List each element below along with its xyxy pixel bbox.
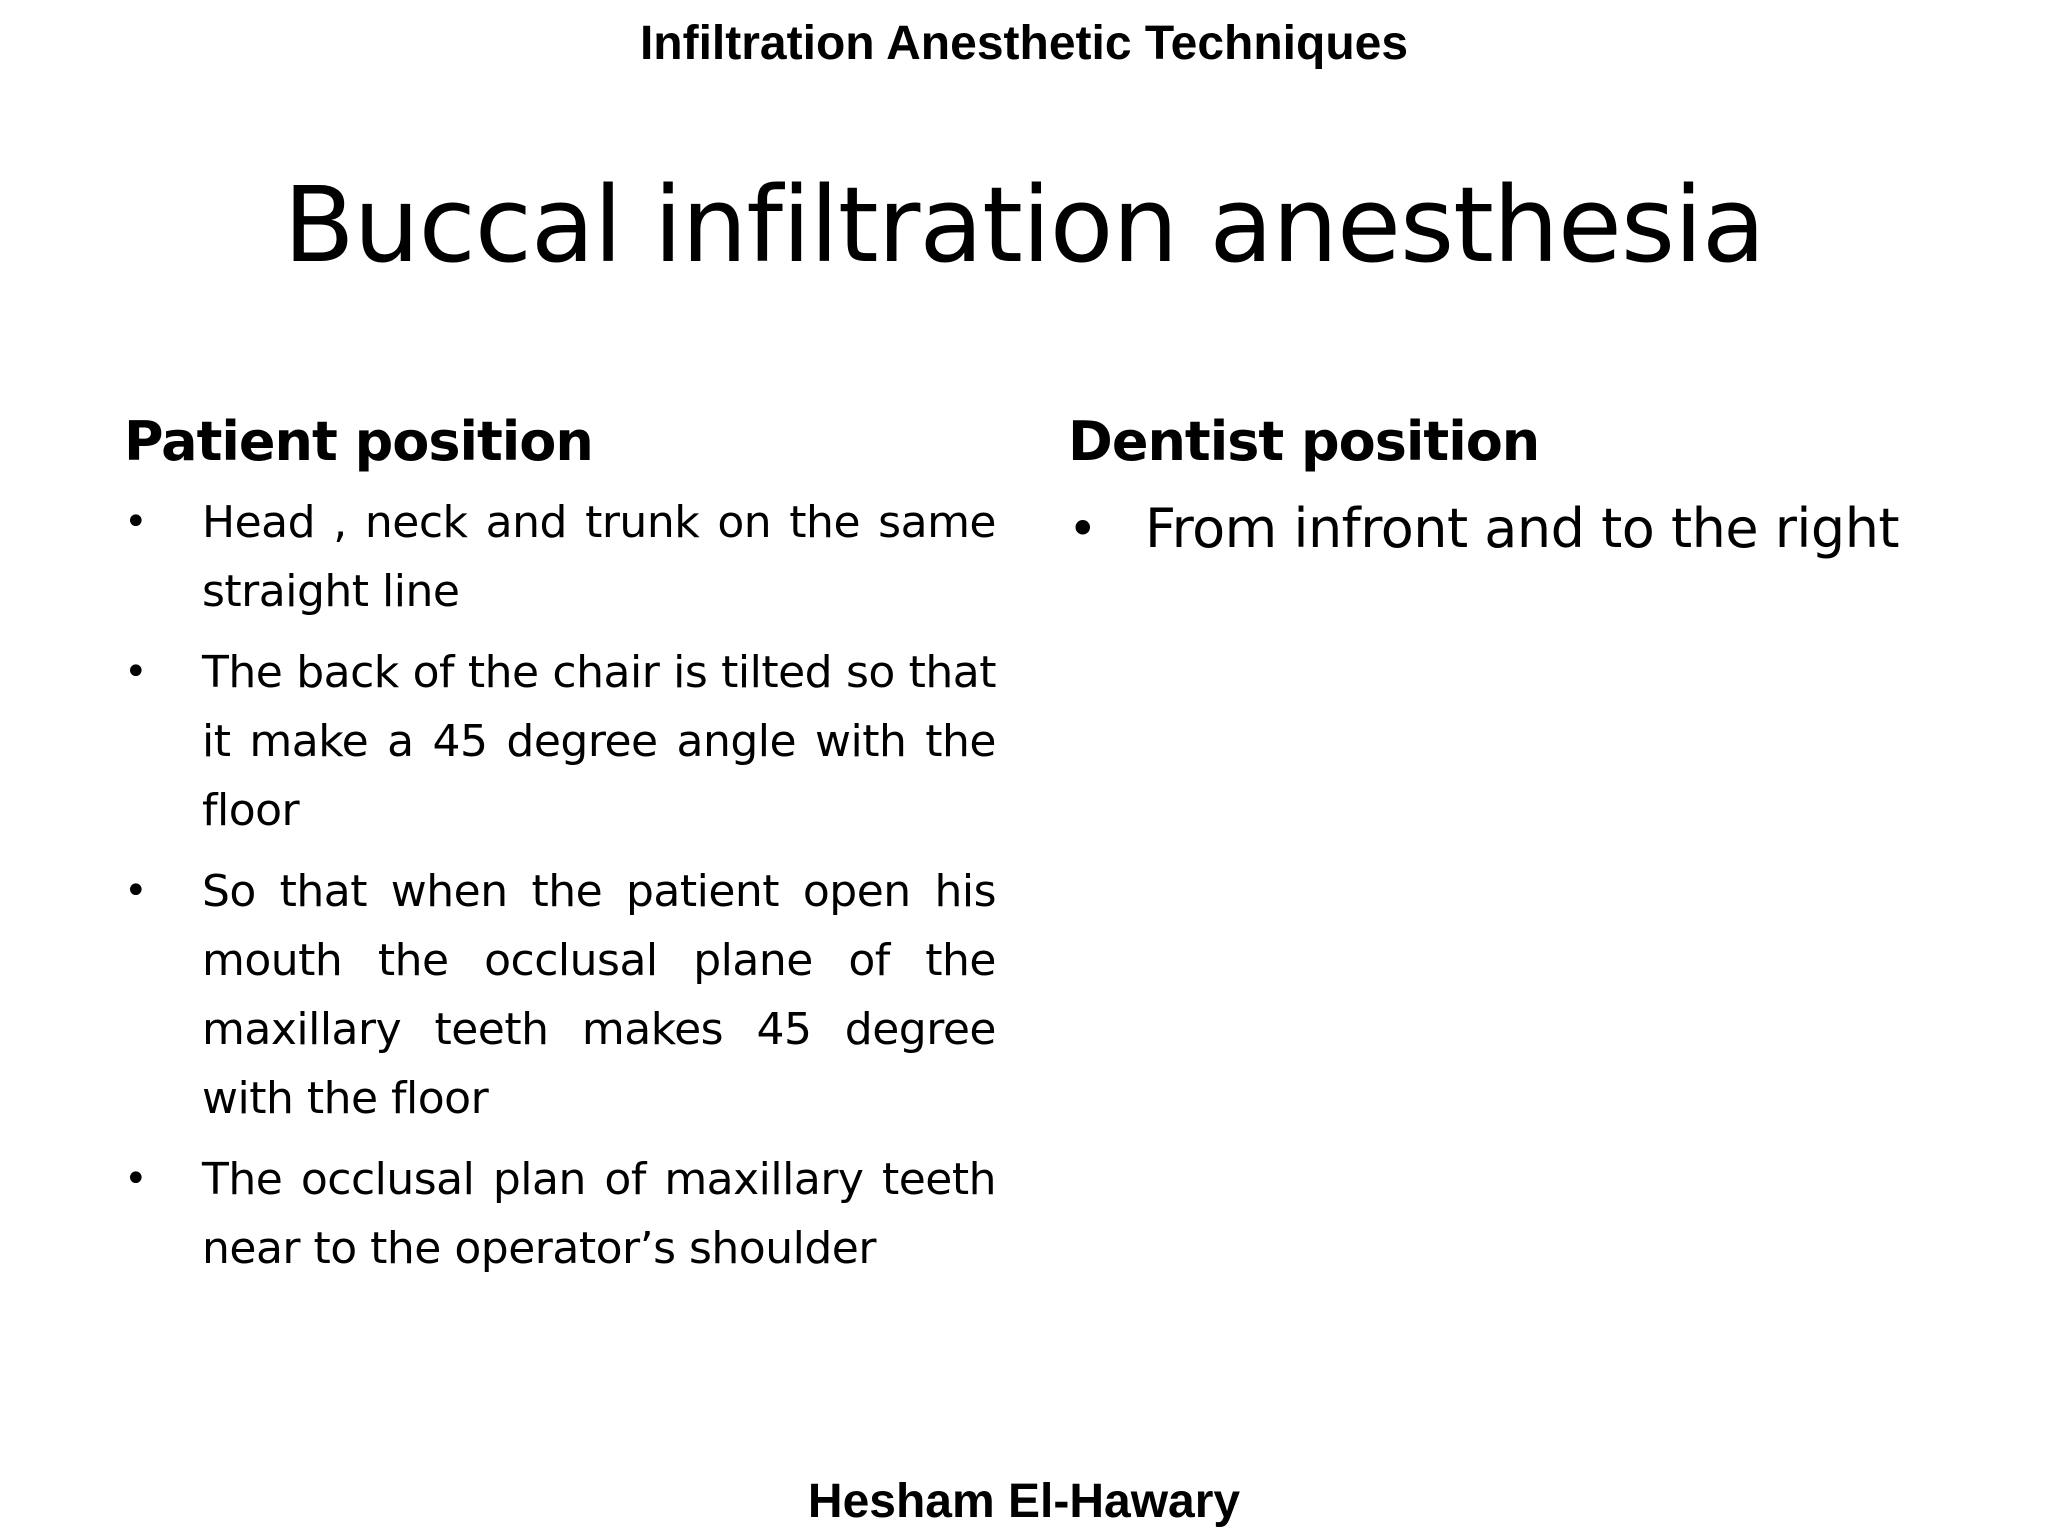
slide-title: Buccal infiltration anesthesia [283,164,1765,286]
list-item [124,857,996,1133]
dentist-position-heading: Dentist position [1068,410,1540,473]
header-title: Infiltration Anesthetic Techniques [639,17,1409,70]
list-item-text: The occlusal plan of maxillary teeth near to the operator’s shoulder [202,1154,996,1274]
patient-position-column [124,402,996,1295]
list-item [124,638,996,845]
list-item [124,1145,996,1283]
bullet-icon: • [1068,500,1097,558]
list-item-text: From infront and to the right [1145,497,1900,560]
dentist-position-column [1068,402,1938,570]
patient-position-list [124,488,996,1283]
list-item [1068,488,1938,570]
list-item-text: Head , neck and trunk on the same straight line [202,497,996,617]
bullet-icon: • [124,868,148,914]
patient-position-heading: Patient position [124,410,593,473]
list-item-text: The back of the chair is tilted so that it make a 45 degree angle with the floor [202,647,996,836]
bullet-icon: • [124,499,148,545]
dentist-position-list [1068,488,1938,570]
list-item [124,488,996,626]
footer-author: Hesham El-Hawary [807,1475,1241,1528]
list-item-text: So that when the patient open his mouth the occlusal plane of the maxillary teeth makes 45 degree with the floor [202,866,996,1124]
bullet-icon: • [124,1156,148,1202]
bullet-icon: • [124,649,148,695]
